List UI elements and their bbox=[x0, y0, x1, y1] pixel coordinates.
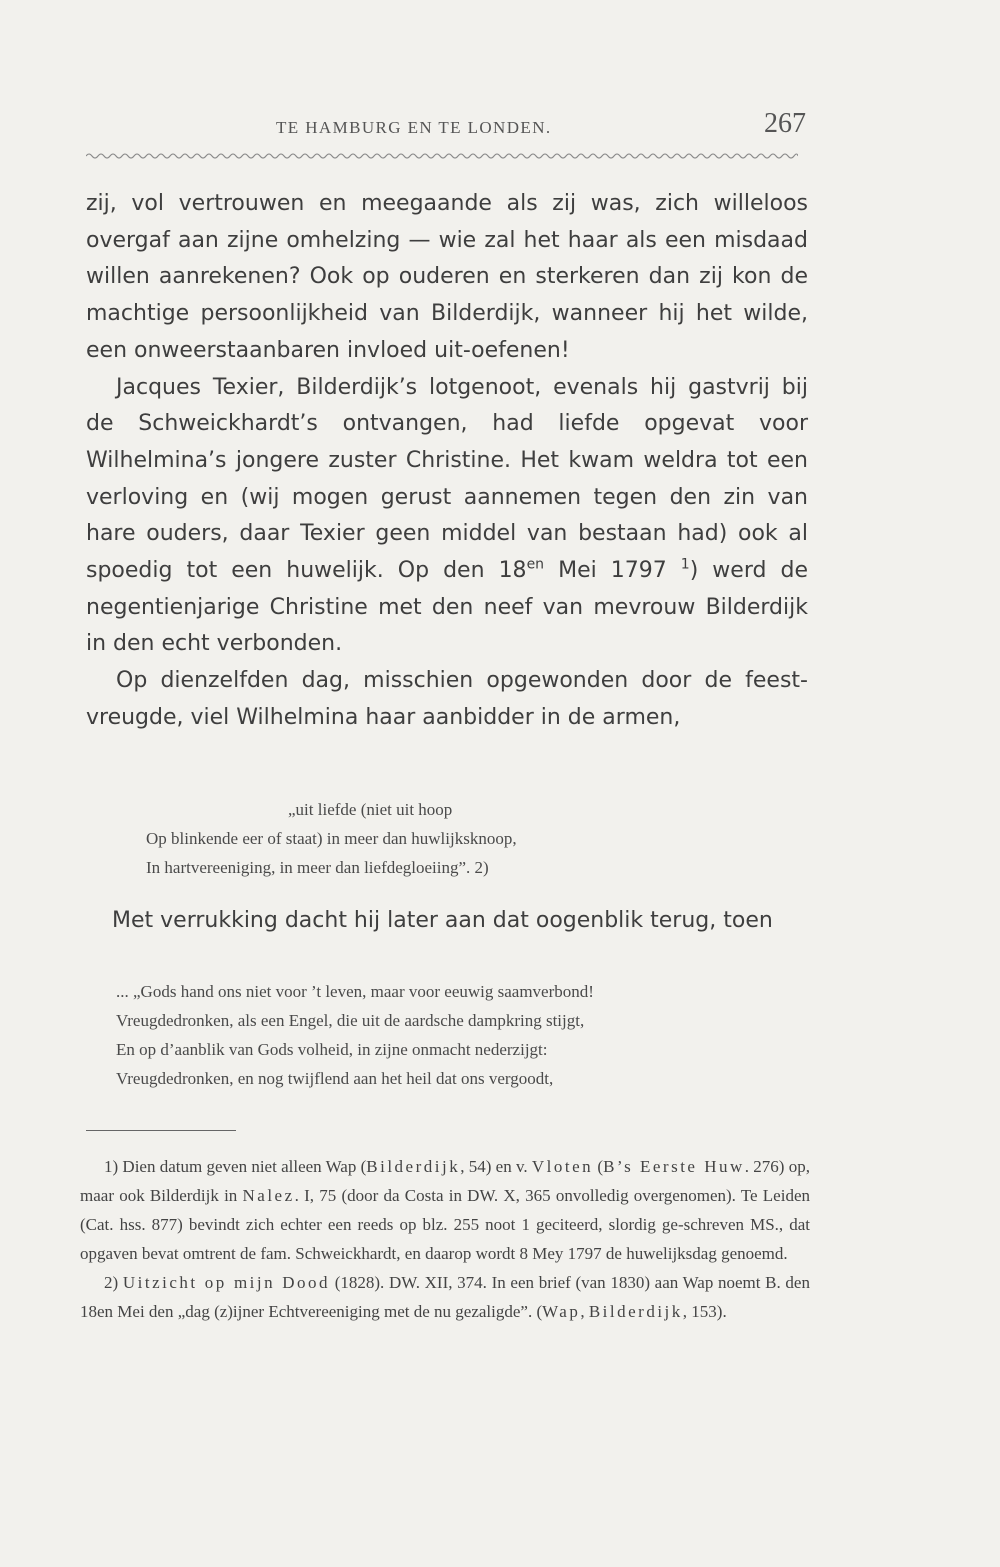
running-title: TE HAMBURG EN TE LONDEN. bbox=[276, 118, 552, 137]
paragraph-text: ) werd de negentienjarige Christine met den neef van mevrouw Bilderdijk in den echt verbonden. bbox=[86, 558, 808, 657]
footnote-text: , 153). bbox=[682, 1302, 727, 1321]
ordinal-superscript: en bbox=[526, 556, 545, 573]
verse-line: Vreugdedronken, als een Engel, die uit de aardsche dampkring stijgt, bbox=[116, 1011, 585, 1030]
footnote-text: (1828). DW. XII, 374. In een brief (van 1830) aan Wap noemt B. den 18en Mei den „dag (z)ijner Echtvereeniging met de nu gezaligde”. ( bbox=[80, 1273, 810, 1321]
paragraph bbox=[86, 186, 808, 370]
paragraph-text: Op dienzelfden dag, misschien opgewonden door de feest-vreugde, viel Wilhelmina haar aanbidder in de armen, bbox=[86, 668, 808, 730]
verse-quote-1 bbox=[146, 795, 746, 882]
footnote-text: . 276) op, maar ook Bilderdijk in bbox=[80, 1157, 810, 1205]
page-number: 267 bbox=[764, 108, 806, 139]
paragraph-text: Jacques Texier, Bilderdijk’s lotgenoot, evenals hij gastvrij bij de Schweickhardt’s ontvangen, had liefde opgevat voor Wilhelmina’s jongere zuster Christine. Het kwam weldra tot een verloving en (wij mogen gerust aannemen tegen den zin van hare ouders, daar Texier geen middel van bestaan had) ook al spoedig tot een huwelijk. Op den 18 bbox=[86, 374, 808, 584]
paragraph bbox=[86, 370, 808, 664]
footnote-text: 1) Dien datum geven niet alleen Wap ( bbox=[104, 1157, 367, 1176]
footnote-2 bbox=[80, 1268, 810, 1326]
main-text bbox=[86, 186, 808, 737]
page-header bbox=[86, 108, 806, 148]
verse-line: Vreugdedronken, en nog twijflend aan het heil dat ons vergoodt, bbox=[116, 1069, 554, 1088]
spaced-title: Vloten bbox=[531, 1157, 594, 1176]
footnote-text: . I, 75 (door da Costa in DW. X, 365 onvolledig overgenomen). Te Leiden (Cat. hss. 877) bevindt zich echter een reeds op blz. 255 noot 1 geciteerd, slordig ge-schreven MS., dat opgaven bevat omtrent de fam. Schweickhardt, en daarop wordt 8 Mey 1797 de huwelijksdag genoemd. bbox=[80, 1186, 810, 1263]
paragraph-text: Mei 1797 bbox=[544, 558, 681, 584]
verse-line: „uit liefde (niet uit hoop bbox=[288, 800, 453, 819]
verse-line: Op blinkende eer of staat) in meer dan huwlijksknoop, bbox=[146, 829, 517, 848]
verse-line: En op d’aanblik van Gods volheid, in zijne onmacht nederzijgt: bbox=[116, 1040, 548, 1059]
spaced-title: Uitzicht op mijn Dood bbox=[122, 1273, 331, 1292]
spaced-title: Bilderdijk bbox=[588, 1302, 683, 1321]
wavy-rule-ornament bbox=[86, 150, 798, 162]
footnote-divider bbox=[86, 1130, 236, 1131]
paragraph-text: zij, vol vertrouwen en meegaande als zij was, zich willeloos overgaf aan zijne omhelzing — wie zal het haar als een misdaad willen aanrekenen? Ook op ouderen en sterkeren dan zij kon de machtige persoonlijkheid van Bilderdijk, wanneer hij het wilde, een onweerstaanbaren invloed uit-oefenen! bbox=[86, 191, 808, 363]
verse-quote-2 bbox=[116, 977, 816, 1093]
footnote-text: , bbox=[580, 1302, 589, 1321]
spaced-title: Wap bbox=[542, 1302, 581, 1321]
footnote-text: , 54) en v. bbox=[460, 1157, 532, 1176]
spaced-title: Nalez bbox=[242, 1186, 295, 1205]
paragraph bbox=[86, 663, 808, 736]
transition-line: Met verrukking dacht hij later aan dat oogenblik terug, toen bbox=[112, 908, 773, 933]
spaced-title: Bilderdijk bbox=[366, 1157, 461, 1176]
verse-line: ... „Gods hand ons niet voor ’t leven, maar voor eeuwig saamverbond! bbox=[116, 982, 594, 1001]
footnote-ref-1: 1 bbox=[680, 556, 690, 573]
footnote-1 bbox=[80, 1152, 810, 1268]
footnote-text: ( bbox=[593, 1157, 604, 1176]
footnotes bbox=[80, 1152, 810, 1326]
footnote-text: 2) bbox=[104, 1273, 123, 1292]
spaced-title: B’s Eerste Huw bbox=[603, 1157, 745, 1176]
verse-line: In hartvereeniging, in meer dan liefdegloeiing”. 2) bbox=[146, 858, 489, 877]
